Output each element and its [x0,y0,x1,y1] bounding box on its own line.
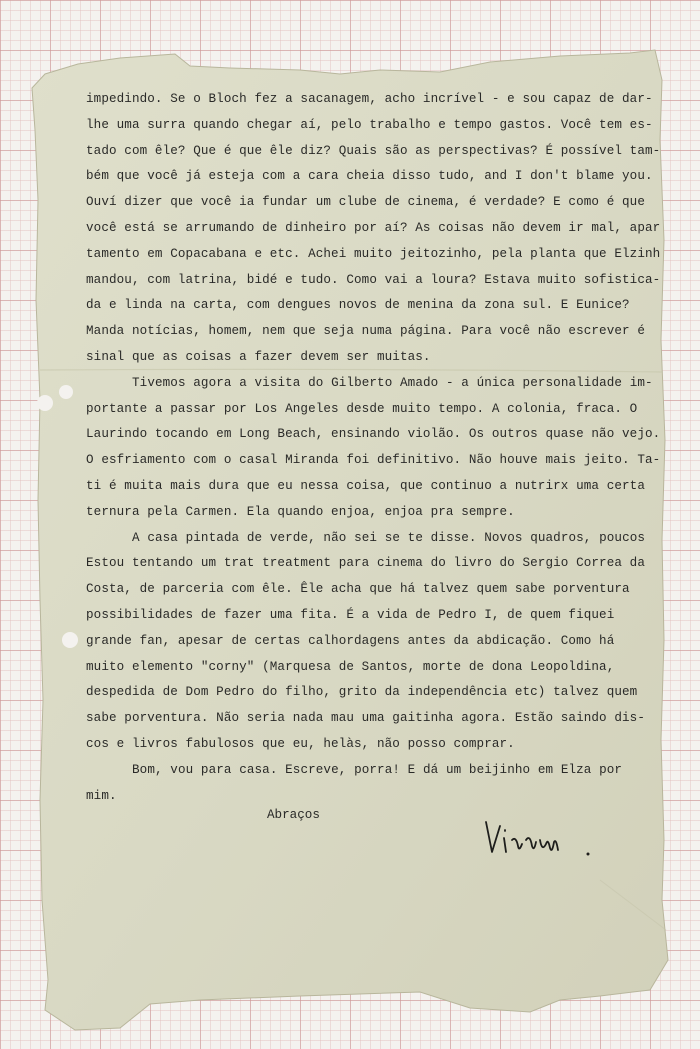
letter-line: da e linda na carta, com dengues novos de menina da zona sul. E Eunice? [86,298,630,313]
letter-line: sabe porventura. Não seria nada mau uma gaitinha agora. Estão saindo dis- [86,711,645,726]
letter-line: Tivemos agora a visita do Gilberto Amado - a única personalidade im- [132,375,653,390]
letter-line: mandou, com latrina, bidé e tudo. Como vai a loura? Estava muito sofistica- [86,272,661,287]
letter-line: Estou tentando um trat treatment para cinema do livro do Sergio Correa da [86,556,645,571]
letter-line: lhe uma surra quando chegar aí, pelo trabalho e tempo gastos. Você tem es- [86,117,653,132]
letter-line: grande fan, apesar de certas calhordagens antes da abdicação. Como há [86,633,615,648]
punch-hole-3 [62,632,78,648]
letter-line: possibilidades de fazer uma fita. É a vida de Pedro I, de quem fiquei [86,607,615,622]
letter-body [86,87,662,809]
letter-line: sinal que as coisas a fazer devem ser muitas. [86,349,431,364]
letter-line: tamento em Copacabana e etc. Achei muito jeitozinho, pela planta que Elzinh [86,246,661,261]
punch-hole-1 [37,395,53,411]
letter-line: Bom, vou para casa. Escreve, porra! E dá um beijinho em Elza por [132,762,623,777]
letter-line: portante a passar por Los Angeles desde muito tempo. A colonia, fraca. O [86,401,638,416]
signature [478,812,608,872]
letter-line: Costa, de parceria com êle. Êle acha que há talvez quem sabe porventura [86,582,630,597]
letter-line: O esfriamento com o casal Miranda foi definitivo. Não houve mais jeito. Ta- [86,453,661,468]
letter-line: Ouví dizer que você ia fundar um clube de cinema, é verdade? E como é que [86,195,645,210]
letter-line: impedindo. Se o Bloch fez a sacanagem, acho incrível - e sou capaz de dar- [86,92,653,106]
letter-line: Manda notícias, homem, nem que seja numa página. Para você não escrever é [86,324,645,339]
closing: Abraços [267,808,320,822]
punch-hole-2 [59,385,73,399]
letter-line: bém que você já esteja com a cara cheia disso tudo, and I don't blame you. [86,169,653,184]
letter-line: você está se arrumando de dinheiro por aí? As coisas não devem ir mal, apar [86,220,661,235]
letter-line: tado com êle? Que é que êle diz? Quais são as perspectivas? É possível tam- [86,143,661,158]
letter-line: ti é muita mais dura que eu nessa coisa, que continuo a nutrirx uma certa [86,478,645,493]
letter-line: despedida de Dom Pedro do filho, grito da independência etc) talvez quem [86,685,638,700]
letter-line: mim. [86,788,117,803]
letter-line: cos e livros fabulosos que eu, helàs, não posso comprar. [86,736,515,751]
letter-line: ternura pela Carmen. Ela quando enjoa, enjoa pra sempre. [86,504,515,519]
letter-line: A casa pintada de verde, não sei se te disse. Novos quadros, poucos [132,530,646,545]
letter-line: Laurindo tocando em Long Beach, ensinando violão. Os outros quase não vejo. [86,427,661,442]
letter-line: muito elemento "corny" (Marquesa de Santos, morte de dona Leopoldina, [86,659,615,674]
